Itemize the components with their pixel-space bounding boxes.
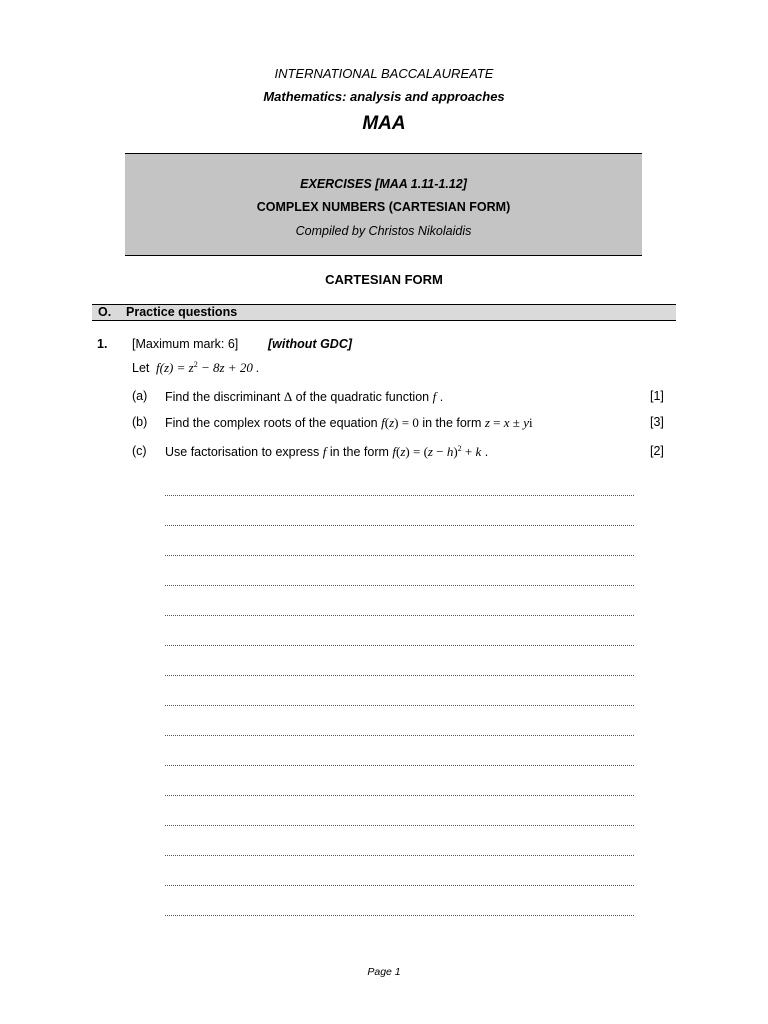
answer-line[interactable] [165,705,634,706]
answer-line[interactable] [165,645,634,646]
answer-line[interactable] [165,585,634,586]
max-mark: [Maximum mark: 6] [132,337,239,351]
answer-line[interactable] [165,675,634,676]
answer-line[interactable] [165,795,634,796]
practice-label: Practice questions [126,305,238,319]
part-c-text-mid: in the form [329,445,389,459]
answer-line[interactable] [165,885,634,886]
part-b-mark: [3] [650,415,664,429]
answer-line[interactable] [165,525,634,526]
part-a-math: f [432,389,437,404]
answer-line[interactable] [165,825,634,826]
part-c-math2: $f(z) = (z - h)^2 + k$ [392,444,482,459]
part-b-text [165,415,533,431]
compiled-by: Compiled by Christos Nikolaidis [295,224,472,238]
question-number: 1. [97,337,108,351]
part-b-math2: z = x ± yi [484,415,533,430]
part-b-math1: f(z) = 0 [381,415,419,430]
part-b-text-mid: in the form [422,416,482,430]
part-a-text-before: Find the discriminant [165,390,281,404]
part-c-label: (c) [132,444,147,458]
answer-line[interactable] [165,495,634,496]
answer-line[interactable] [165,615,634,616]
delta-symbol: Δ [283,389,293,404]
part-c-math1: f [322,444,327,459]
part-a-label: (a) [132,389,148,403]
answer-line[interactable] [165,765,634,766]
title-box [125,153,642,256]
part-b-label: (b) [132,415,148,429]
exercises-title: EXERCISES [MAA 1.11-1.12] [300,177,467,191]
part-c-text-before: Use factorisation to express [165,445,320,459]
course-code: MAA [362,113,406,134]
answer-line[interactable] [165,915,634,916]
institution-heading: INTERNATIONAL BACCALAUREATE [274,66,494,81]
page-number: Page 1 [367,966,401,978]
practice-number: O. [98,305,112,319]
part-a-text-after: of the quadratic function [295,390,430,404]
part-a-mark: [1] [650,389,664,403]
answer-line[interactable] [165,735,634,736]
function-definition: $f(z) = z^2 - 8z + 20$ . [156,360,260,375]
section-title: CARTESIAN FORM [325,272,443,287]
part-b-text-before: Find the complex roots of the equation [165,416,378,430]
answer-line[interactable] [165,855,634,856]
practice-bar [92,304,676,321]
subject-heading: Mathematics: analysis and approaches [263,89,505,104]
topic-title: COMPLEX NUMBERS (CARTESIAN FORM) [256,200,511,214]
let-label: Let [132,361,150,375]
gdc-note: [without GDC] [268,337,353,351]
part-a-text: Find the discriminant Δ of the quadratic function f . [165,389,444,404]
part-c-text: Use factorisation to express f in the form $f(z) = (z - h)^2 + k$ . [165,444,489,459]
part-c-mark: [2] [650,444,664,458]
answer-line[interactable] [165,555,634,556]
